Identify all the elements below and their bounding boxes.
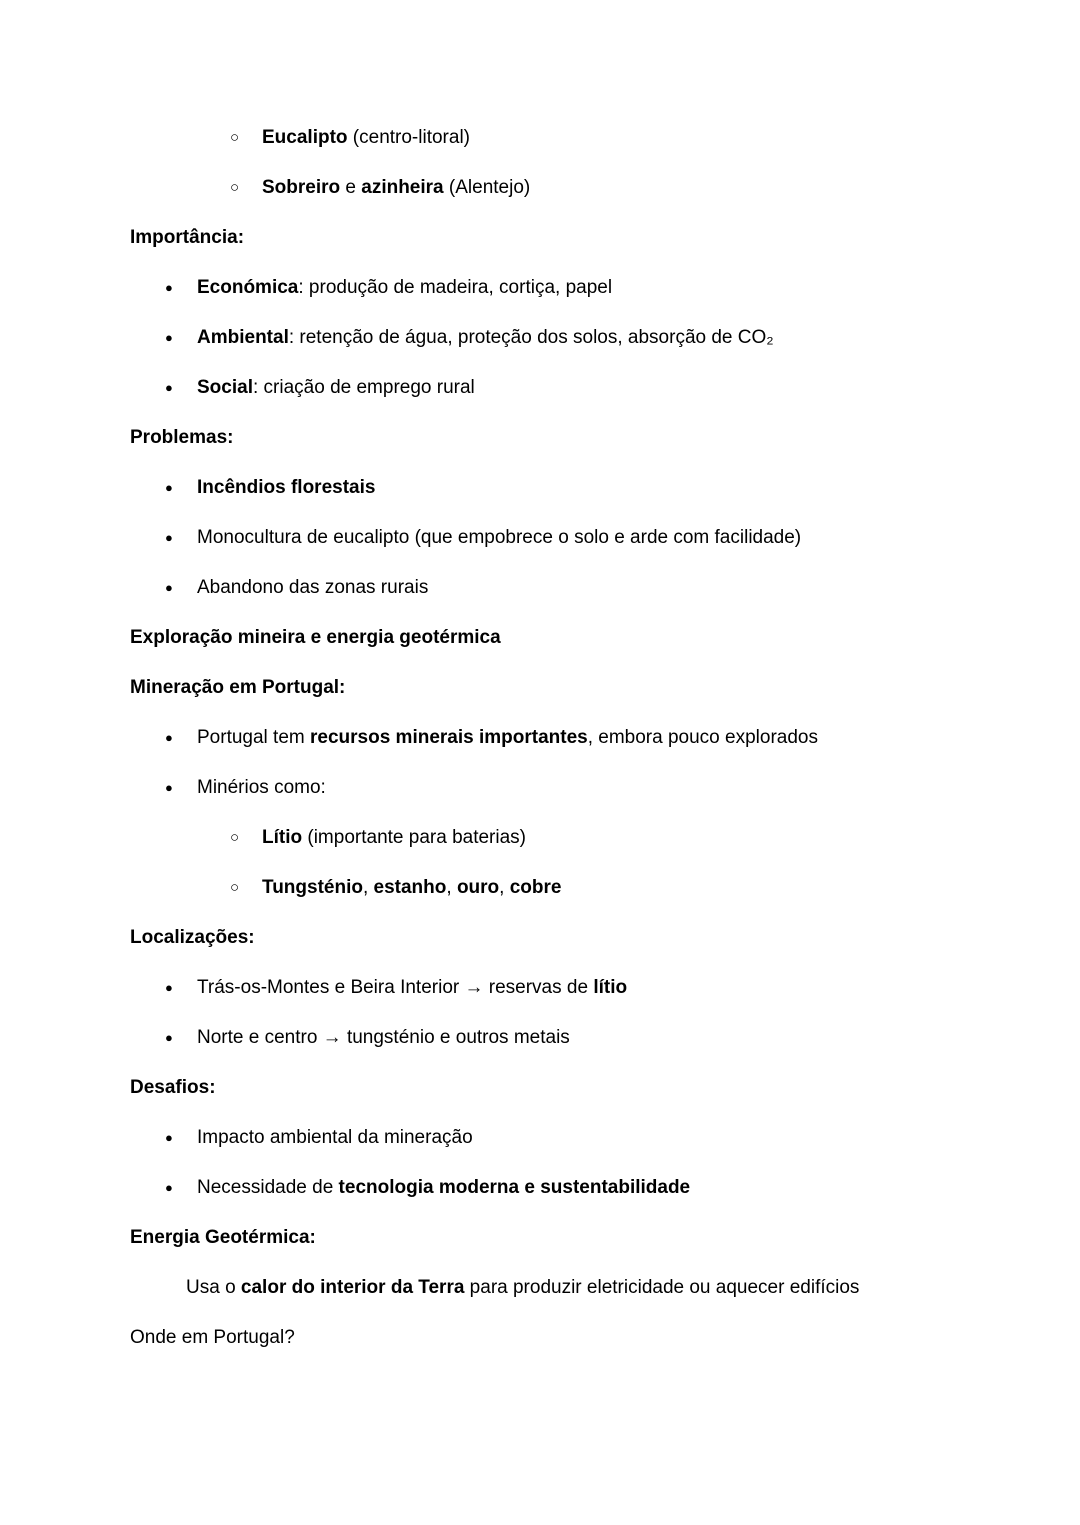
- list-item-text: Eucalipto (centro-litoral): [262, 127, 470, 148]
- bullet-icon: ●: [165, 780, 173, 795]
- bullet-item: [130, 1026, 990, 1049]
- bullet-item: [130, 726, 990, 749]
- list-item-text: Social: criação de emprego rural: [197, 377, 475, 398]
- circle-bullet-icon: ○: [230, 179, 240, 196]
- sub-bullet-item: [130, 126, 990, 149]
- bullet-item: [130, 476, 990, 499]
- circle-bullet-icon: ○: [230, 879, 240, 896]
- indented-paragraph: [130, 1276, 990, 1299]
- list-item-text: Ambiental: retenção de água, proteção dos solos, absorção de CO₂: [197, 327, 774, 348]
- bullet-item: [130, 526, 990, 549]
- sub-bullet-item: [130, 176, 990, 199]
- list-item-text: Sobreiro e azinheira (Alentejo): [262, 177, 531, 198]
- circle-bullet-icon: ○: [230, 829, 240, 846]
- heading: Localizações:: [130, 927, 255, 948]
- bullet-item: [130, 776, 990, 799]
- bullet-item: [130, 276, 990, 299]
- sub-bullet-item: [130, 826, 990, 849]
- heading: Problemas:: [130, 427, 234, 448]
- sub-bullet-item: [130, 876, 990, 899]
- heading: Importância:: [130, 227, 245, 248]
- bullet-item: [130, 326, 990, 349]
- circle-bullet-icon: ○: [230, 129, 240, 146]
- bullet-icon: ●: [165, 1030, 173, 1045]
- bullet-icon: ●: [165, 580, 173, 595]
- list-item-text: Impacto ambiental da mineração: [197, 1127, 473, 1148]
- bullet-icon: ●: [165, 380, 173, 395]
- bullet-icon: ●: [165, 280, 173, 295]
- list-item-text: Norte e centro → tungsténio e outros metais: [197, 1027, 570, 1048]
- bullet-icon: ●: [165, 330, 173, 345]
- bullet-item: [130, 976, 990, 999]
- bullet-icon: ●: [165, 1180, 173, 1195]
- bullet-item: [130, 376, 990, 399]
- paragraph-text: Onde em Portugal?: [130, 1327, 295, 1348]
- heading: Mineração em Portugal:: [130, 677, 346, 698]
- bullet-icon: ●: [165, 1130, 173, 1145]
- bullet-icon: ●: [165, 530, 173, 545]
- heading: Desafios:: [130, 1077, 216, 1098]
- list-item-text: Monocultura de eucalipto (que empobrece o solo e arde com facilidade): [197, 527, 802, 548]
- bullet-icon: ●: [165, 730, 173, 745]
- bullet-item: [130, 1176, 990, 1199]
- list-item-text: Necessidade de tecnologia moderna e sustentabilidade: [197, 1177, 691, 1198]
- bullet-icon: ●: [165, 980, 173, 995]
- bullet-icon: ●: [165, 480, 173, 495]
- heading: Energia Geotérmica:: [130, 1227, 316, 1248]
- paragraph: [130, 1326, 990, 1349]
- list-item-text: Minérios como:: [197, 777, 326, 798]
- heading: Exploração mineira e energia geotérmica: [130, 627, 501, 648]
- list-item-text: Abandono das zonas rurais: [197, 577, 429, 598]
- list-item-text: Económica: produção de madeira, cortiça, papel: [197, 277, 613, 298]
- list-item-text: Incêndios florestais: [197, 477, 376, 498]
- list-item-text: Trás-os-Montes e Beira Interior → reservas de lítio: [197, 977, 628, 998]
- bullet-item: [130, 1126, 990, 1149]
- list-item-text: Portugal tem recursos minerais importantes, embora pouco explorados: [197, 727, 818, 748]
- list-item-text: Tungsténio, estanho, ouro, cobre: [262, 877, 562, 898]
- paragraph-text: Usa o calor do interior da Terra para produzir eletricidade ou aquecer edifícios: [186, 1277, 860, 1298]
- bullet-item: [130, 576, 990, 599]
- list-item-text: Lítio (importante para baterias): [262, 827, 526, 848]
